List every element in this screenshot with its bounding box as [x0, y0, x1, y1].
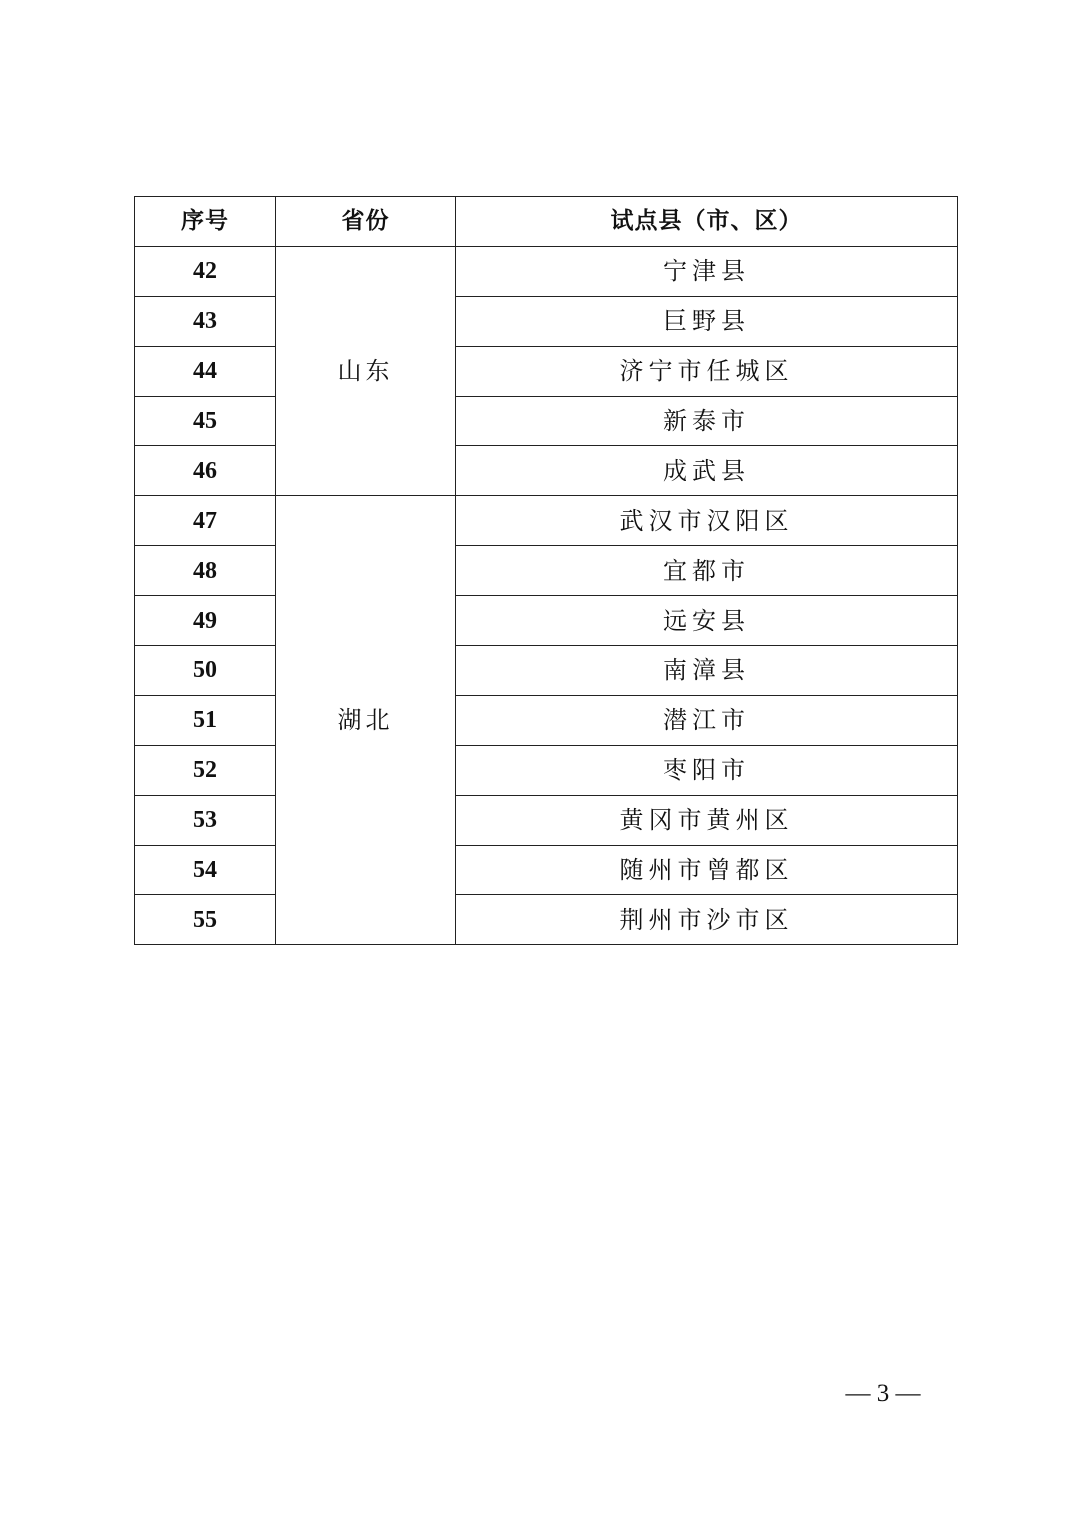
- county-cell: 远安县: [456, 596, 958, 646]
- county-cell: 宜都市: [456, 546, 958, 596]
- header-number: 序号: [135, 197, 276, 247]
- table-row: [135, 895, 958, 945]
- row-number: 44: [135, 346, 276, 396]
- row-number: 45: [135, 396, 276, 446]
- table-row: [135, 795, 958, 845]
- county-cell: 黄冈市黄州区: [456, 795, 958, 845]
- county-cell: 随州市曾都区: [456, 845, 958, 895]
- table-row: [135, 396, 958, 446]
- county-cell: 新泰市: [456, 396, 958, 446]
- header-province: 省份: [276, 197, 456, 247]
- county-cell: 济宁市任城区: [456, 346, 958, 396]
- county-cell: 成武县: [456, 446, 958, 496]
- page-number: — 3 —: [845, 1380, 921, 1407]
- table-row: [135, 446, 958, 496]
- province-cell-hubei: 湖北: [276, 496, 456, 945]
- row-number: 53: [135, 795, 276, 845]
- row-number: 42: [135, 246, 276, 296]
- table-row: [135, 246, 958, 296]
- county-cell: 潜江市: [456, 695, 958, 745]
- county-cell: 南漳县: [456, 646, 958, 696]
- header-county: 试点县（市、区）: [456, 197, 958, 247]
- row-number: 54: [135, 845, 276, 895]
- table-row: [135, 745, 958, 795]
- table-header-row: [135, 197, 958, 247]
- row-number: 49: [135, 596, 276, 646]
- table-row: [135, 646, 958, 696]
- table-row: [135, 546, 958, 596]
- row-number: 48: [135, 546, 276, 596]
- table-row: [135, 596, 958, 646]
- row-number: 55: [135, 895, 276, 945]
- row-number: 50: [135, 646, 276, 696]
- county-cell: 宁津县: [456, 246, 958, 296]
- row-number: 51: [135, 695, 276, 745]
- table-row: [135, 695, 958, 745]
- province-cell-shandong: 山东: [276, 246, 456, 495]
- row-number: 43: [135, 296, 276, 346]
- table-row: [135, 296, 958, 346]
- county-cell: 枣阳市: [456, 745, 958, 795]
- row-number: 52: [135, 745, 276, 795]
- county-cell: 巨野县: [456, 296, 958, 346]
- pilot-county-table: [134, 196, 958, 945]
- row-number: 47: [135, 496, 276, 546]
- table-row: [135, 845, 958, 895]
- row-number: 46: [135, 446, 276, 496]
- table-row: [135, 496, 958, 546]
- table-row: [135, 346, 958, 396]
- county-cell: 荆州市沙市区: [456, 895, 958, 945]
- county-cell: 武汉市汉阳区: [456, 496, 958, 546]
